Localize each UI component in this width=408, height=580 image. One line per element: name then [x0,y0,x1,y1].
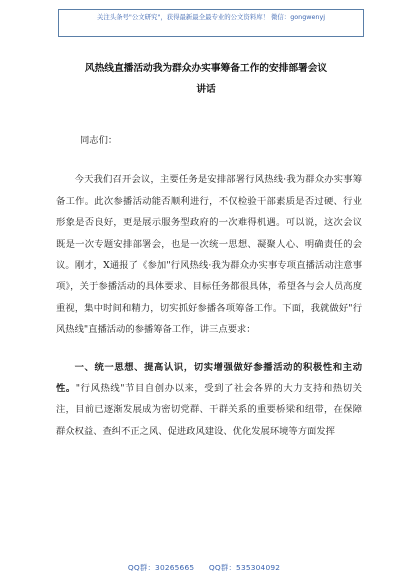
footer [0,562,408,573]
header-text: 关注头条号"公文研究"，获得最新最全最专业的公文资料库！ 微信：gongwenyj [96,13,326,21]
document-body [56,130,362,442]
paragraph-1: 今天我们召开会议，主要任务是安排部署行风热线·我为群众办实事筹备工作。此次参播活动能否顺利进行，不仅检验干部素质是否过硬、行业形象是否良好，更是展示服务型政府的一次难得机遇。可以说，这次会议既是一次专题安排部署会，也是一次统一思想、凝聚人心、明确责任的会议。刚才，X通报了《参加"行风热线·我为群众办实事专项直播活动注意事项》，关于参播活动的具体要求、目标任务都很具体，希望各与会人员高度重视，集中时间和精力，切实抓好参播各项筹备工作。下面，我就做好"行风热线"直播活动的参播筹备工作，讲三点要求： [56,174,362,336]
title-line-2: 讲话 [196,84,216,95]
footer-qq-2: QQ群：535304092 [208,563,281,572]
title-line-1: 风热线直播活动我为群众办实事筹备工作的安排部署会议 [84,63,328,74]
section-1-heading: 一、统一思想、提高认识，切实增强做好参播活动的积极性和主动性。 [56,361,362,395]
section-1-text: "行风热线"节目自创办以来，受到了社会各界的大力支持和热切关注，目前已逐渐发展成为密切党群、干群关系的重要桥梁和纽带，在保障群众权益、查纠不正之风、促进政风建设、优化发展环境等方面发挥 [56,383,362,437]
header-banner [58,9,364,37]
document-title [40,58,372,100]
section-1 [56,357,362,443]
footer-qq-1: QQ群：30265665 [127,563,195,572]
salutation: 同志们： [80,135,118,146]
